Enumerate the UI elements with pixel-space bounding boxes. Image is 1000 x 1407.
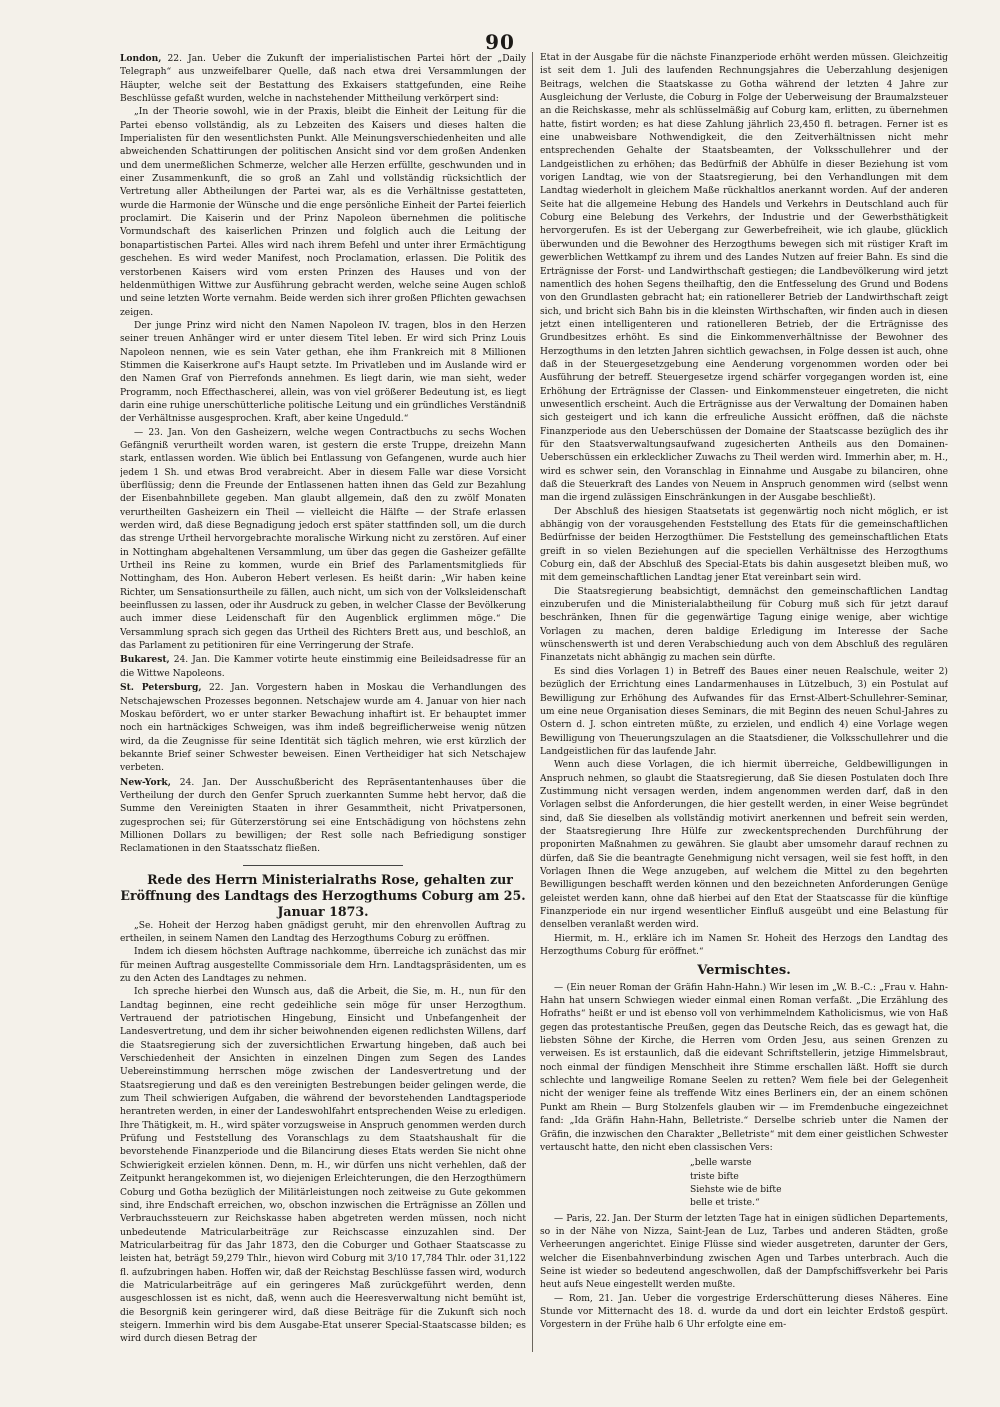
right-column: [540, 52, 948, 1392]
speech-paragraph-1: „Se. Hoheit der Herzog haben gnädigst geruht, mir den ehrenvollen Auftrag zu ertheilen, in seinem Namen den Landtag des Herzogthums Coburg zu eröffnen.: [120, 920, 526, 944]
verse-line: „belle warste: [690, 1158, 752, 1169]
verse-block: [690, 1157, 948, 1210]
speech-continued-4: Es sind dies Vorlagen 1) in Betreff des Baues einer neuen Realschule, weiter 2) bezüglich der Errichtung eines Landarmenhauses in Lützelbuch, 3) ein Postulat auf Bewilligung zur Erhöhung des Aufwandes für das Ernst-Albert-Schullehrer-Seminar, um eine neue Organisation dieses Seminars, die mit Beginn des neuen Schul-Jahres zu Ostern d. J. schon eintreten müßte, zu erzielen, und endlich 4) eine Vorlage wegen Bewilligung von Theuerungszulagen an die Staatsdiener, die Volksschullehrer und die Landgeistlichen für das laufende Jahr.: [540, 666, 948, 757]
speech-paragraph-2: Indem ich diesem höchsten Auftrage nachkomme, überreiche ich zunächst das mir für meinen Auftrag ausgestellte Commissoriale dem Hrn. Landtagspräsidenten, um es zu den Acten des Landtages zu nehmen.: [120, 947, 526, 984]
speech-continued-1: Etat in der Ausgabe für die nächste Finanzperiode erhöht werden müssen. Gleichzeitig ist seit dem 1. Juli des laufenden Rechnungsjahres die Ueberzahlung desjenigen Beitrags, welchen die Staatskasse zu Gotha während der letzten 4 Jahre zur Ausgleichung der Verluste, die Coburg in Folge der Ueberweisung der Braumalzsteuer an die Reichskasse, mehr als schlüsselmäßig auf Coburg kam, erlitten, zu übernehmen hatte, fistirt worden; es hat diese Zahlung jährlich 23,450 fl. betragen. Ferner ist es eine unabweisbare Nothwendigkeit, die den Zeitverhältnissen nicht mehr entsprechenden Gehalte der Staatsbeamten, der Volksschullehrer und der Landgeistlichen zu erhöhen; das Bedürfniß der Abhülfe in dieser Beziehung ist vom vorigen Landtag, wie von der Staatsregierung, bei den Verhandlungen mit dem Landtag wiederholt in gleichem Maße rückhaltlos anerkannt worden. Auf der anderen Seite hat die allgemeine Hebung des Handels und Verkehrs in Deutschland auch für Coburg eine Belebung des Verkehrs, der Industrie und der Gewerbsthätigkeit hervorgerufen. Es ist der Uebergang zur Gewerbefreiheit, wie ich glaube, glücklich überwunden und die Bewohner des Herzogthums bewegen sich mit rüstiger Kraft im gewerblichen Wettkampf zu ihrem und des Landes Nutzen auf freier Bahn. Es sind die Erträgnisse der Forst- und Landwirthschaft gestiegen; die Landbevölkerung wird jetzt namentlich des hohen Segens theilhaftig, den die Entfesselung des Grund und Bodens von den Grundlasten gebracht hat; ein rationellerer Betrieb der Landwirthschaft zeigt sich, und bricht sich Bahn bis in die kleinsten Wirthschaften, wir finden auch in diesen jetzt einen intelligenteren und rationelleren Betrieb, der die Erträgnisse des Grundbesitzes erhöht. Es sind die Einkommenverhältnisse der Bewohner des Herzogthums in den letzten Jahren sichtlich gewachsen, in Folge dessen ist auch, ohne daß in der Steuergesetzgebung eine Aenderung vorgenommen worden oder bei Ausführung der betreff. Steuergesetze irgend schärfer vorgegangen worden ist, eine Erhöhung der Erträgnisse der Classen- und Einkommensteuer eingetreten, die nicht unwesentlich erscheint. Auch die Erträgnisse aus der Verwaltung der Domainen haben sich gesteigert und ich kann die erfreuliche Aussicht eröffnen, daß die nächste Finanzperiode aus den Ueberschüssen der Domaine der Staatscasse bezüglich des ihr für den Staatsverwaltungsaufwand zugesicherten Antheils aus den Domainen-Ueberschüssen ein erklecklicher Zuwachs zu Theil werden wird. Immerhin aber, m. H., wird es schwer sein, den Voranschlag in Einnahme und Ausgabe zu bilanciren, ohne daß die Steuerkraft des Landes von Neuem in Anspruch genommen wird (selbst wenn man die irgend zulässigen Einschränkungen in der Ausgabe beschließt).: [540, 53, 948, 504]
speech-continued-5: Wenn auch diese Vorlagen, die ich hiermit überreiche, Geldbewilligungen in Anspruch nehmen, so glaubt die Staatsregierung, daß Sie diesen Postulaten doch Ihre Zustimmung nicht versagen werden, indem angenommen werden darf, daß in den Vorlagen selbst die Anforderungen, die hier gestellt werden, in einer Weise begründet sind, daß Sie dieselben als vollständig motivirt anerkennen und befreit sein werden, der Staatsregierung Ihre Hülfe zur zweckentsprechenden Durchführung der proponirten Maßnahmen zu gewähren. Sie glaubt aber umsomehr darauf rechnen zu dürfen, daß Sie die beantragte Genehmigung nicht versagen, weil sie fest hofft, in den Vorlagen Ihnen die Wege anzugeben, auf welchem die Mittel zu den begehrten Bewilligungen beschafft werden können und den bezeichneten Anforderungen Genüge geleistet werden kann, ohne daß hierbei auf den Etat der Staatscasse für die künftige Finanzperiode ein nur irgend wesentlicher Einfluß ausgeübt und eine Belastung für denselben veranlaßt werden wird.: [540, 760, 948, 931]
speech-headline: Rede des Herrn Ministerialraths Rose, gehalten zur Eröffnung des Landtags des Herzogthums Coburg am 25. Januar 1873.: [120, 871, 526, 919]
verse-line: belle et triste.“: [690, 1198, 760, 1209]
dateline-london: London,: [120, 53, 162, 64]
section-title-vermischtes: Vermischtes.: [697, 963, 791, 979]
london-intro: 22. Jan. Ueber die Zukunft der imperialistischen Partei hört der „Daily Telegraph“ aus unzweifelbarer Quelle, daß nach etwa drei Versammlungen der Häupter, welche seit der Bestattung des Exkaisers stattgefunden, eine Reihe Beschlüsse gefaßt wurden, welche in nachstehender Mittheilung verkörpert sind:: [120, 54, 526, 105]
dateline-petersburg: St. Petersburg,: [120, 682, 202, 694]
speech-continued-6: Hiermit, m. H., erkläre ich im Namen Sr. Hoheit des Herzogs den Landtag des Herzogthums Coburg für eröffnet.“: [540, 933, 948, 958]
speech-continued-2: Der Abschluß des hiesigen Staatsetats ist gegenwärtig noch nicht möglich, er ist abhängig von der vorausgehenden Feststellung des Etats für die gemeinschaftlichen Bedürfnisse der beiden Herzogthümer. Die Feststellung des gemeinschaftlichen Etats greift in so vielen Beziehungen auf die speciellen Verhältnisse des Herzogthums Coburg ein, daß der Abschluß des Special-Etats bis dahin ausgesetzt bleiben muß, wo mit dem gemeinschaftlichen Landtag jener Etat vereinbart sein wird.: [540, 506, 948, 584]
verse-line: Siehste wie de bifte: [690, 1184, 782, 1195]
newyork-text: 24. Jan. Der Ausschußbericht des Repräsentantenhauses über die Vertheilung der durch den Genfer Spruch zuerkannten Summe hebt hervor, daß die Summe den Vereinigten Staaten in ihrer Gesammtheit, nicht Privatpersonen, zugesprochen sei; für Güterzerstörung sei eine Entschädigung von höchstens zehn Millionen Dollars zu bewilligen; der Rest solle nach Befriedigung sonstiger Reclamationen in den Staatsschatz fließen.: [120, 777, 526, 855]
speech-paragraph-3: Ich spreche hierbei den Wunsch aus, daß die Arbeit, die Sie, m. H., nun für den Landtag beginnen, eine recht gedeihliche sein möge für unser Herzogthum. Vertrauend der patriotischen Hingebung, Einsicht und Unbefangenheit der Landesvertretung, und dem ihr sicher beiwohnenden eigenen redlichsten Willens, darf die Staatsregierung sich der zuversichtlichen Erwartung hingeben, daß auch bei Verschiedenheit der Ansichten in einzelnen Dingen zum Segen des Landes Uebereinstimmung herrschen möge zwischen der Landesvertretung und der Staatsregierung und daß es den vereinigten Bestrebungen beider gelingen werde, die zum Theil schwierigen Aufgaben, die während der bevorstehenden Landtagsperiode herantreten werden, in einer der Landeswohlfahrt entsprechenden Weise zu erledigen. Ihre Thätigkeit, m. H., wird später vorzugsweise in Anspruch genommen werden durch Prüfung und Feststellung des Voranschlags zu dem Staatshaushalt für die bevorstehende Finanzperiode und die Bilancirung dieses Etats werden Sie nicht ohne Schwierigkeit erzielen können. Denn, m. H., wir dürfen uns nicht verhehlen, daß der Zeitpunkt herangekommen ist, wo diejenigen Erleichterungen, die den Herzogthümern Coburg und Gotha bezüglich der Militärleistungen noch zeitweise zu Gute gekommen sind, ihre Endschaft erreichen, wo, obschon inzwischen die Erträgnisse an Zöllen und Verbrauchssteuern zur Reichskasse haben abgetreten werden müssen, noch nicht unbedeutende Matricularbeiträge zur Reichscasse einzuzahlen sind. Der Matricularbeitrag für das Jahr 1873, den die Coburger und Gothaer Staatscasse zu leisten hat, beträgt 59,279 Thlr., hievon wird Coburg mit 3/10 17,784 Thlr. oder 31,122 fl. aufzubringen haben. Hoffen wir, daß der Reichstag Beschlüsse fassen wird, wodurch die Matricularbeiträge auf ein geringeres Maß zurückgeführt werden, denn ausgeschlossen ist es nicht, daß, wenn auch die Heeresverwaltung nicht bemüht ist, die Besorgniß kein geringerer wird, daß diese Beiträge für die Zukunft sich noch steigern. Immerhin wird bis dem Ausgabe-Etat unserer Special-Staatscasse bilden; es wird durch diesen Betrag der: [120, 987, 526, 1345]
bukarest-text: 24. Jan. Die Kammer votirte heute einstimmig eine Beileidsadresse für an die Wittwe Napoleons.: [120, 655, 526, 679]
verse-line: triste bifte: [690, 1171, 739, 1182]
london-quote-2: Der junge Prinz wird nicht den Namen Napoleon IV. tragen, blos in den Herzen seiner treuen Anhänger wird er unter diesem Titel leben. Er wird sich Prinz Louis Napoleon nennen, wie es sein Vater gethan, ehe ihm Frankreich mit 8 Millionen Stimmen die Kaiserkrone auf's Haupt setzte. Im Privatleben und im Auslande wird er den Namen Graf von Pierrefonds annehmen. Es liegt darin, wie man sieht, weder Programm, noch Effecthascherei, allein, was von viel größerer Bedeutung ist, es liegt darin eine ruhige unerschütterliche politische Leitung und ein gründliches Verständniß der Verhältnisse ausgesprochen. Kraft, aber keine Ungeduld.“: [120, 320, 526, 425]
dateline-bukarest: Bukarest,: [120, 654, 170, 666]
article-petersburg: [120, 681, 526, 775]
article-paris: — Paris, 22. Jan. Der Sturm der letzten Tage hat in einigen südlichen Departements, so in der Nähe von Nizza, Saint-Jean de Luz, Tarbes und anderen Städten, große Verheerungen angerichtet. Einige Flüsse sind wieder ausgetreten, darunter der Gers, welcher die Eisenbahnverbindung zwischen Agen und Tarbes unterbrach. Auch die Seine ist wieder so bedeutend angeschwollen, daß der Dampfschiffsverkehr bei Paris heut aufs Neue eingestellt werden mußte.: [540, 1213, 948, 1291]
dateline-newyork: New-York,: [120, 776, 171, 788]
section-divider: [243, 865, 403, 866]
page-number: 90: [485, 30, 515, 54]
petersburg-text: 22. Jan. Vorgestern haben in Moskau die Verhandlungen des Netschajewschen Prozesses begonnen. Netschajew wurde am 4. Januar von hier nach Moskau befördert, wo er unter starker Bewachung inhaftirt ist. Er behauptet immer noch ein hartnäckiges Schweigen, was ihm indeß begreiflicherweise wenig nützen wird, da die Zeugnisse für seine Identität sich täglich mehren, wie erst kürzlich der bekannte Brief seiner Schwester beweisen. Einen Vertheidiger hat sich Netschajew verbeten.: [120, 683, 526, 774]
left-column: [120, 52, 526, 1392]
column-rule: [532, 52, 533, 1352]
article-hahn-hahn: — (Ein neuer Roman der Gräfin Hahn-Hahn.) Wir lesen im „W. B.-C.: „Frau v. Hahn-Hahn hat unsern Schwiegen wieder einmal einen Roman verfaßt. „Die Erzählung des Hofraths“ heißt er und ist ebenso voll von verhimmelndem Katholicismus, wie von Haß gegen das protestantische Preußen, gegen das Deutsche Reich, das es gewagt hat, die liebsten Söhne der Kirche, die Herren vom Orden Jesu, aus seinen Grenzen zu verweisen. Es ist erstaunlich, daß die eidevant Schriftstellerin, jetzige Himmelsbraut, noch einmal der fündigen Menschheit ihre Stimme erschallen läßt. Hofft sie durch schlechte und langweilige Romane Seelen zu retten? Wem fiele bei der Gelegenheit nicht der weniger feine als treffende Witz eines Berliners ein, der an einem schönen Punkt am Rhein — Burg Stolzenfels glauben wir — im Fremdenbuche eingezeichnet fand: „Ida Gräfin Hahn-Hahn, Belletriste.“ Derselbe schrieb unter die Namen der Gräfin, die inzwischen den Charakter „Belletriste“ mit dem einer geistlichen Schwester vertauscht hatte, den nicht eben classischen Vers:: [540, 982, 948, 1153]
article-newyork: [120, 776, 526, 857]
article-gasheizer: — 23. Jan. Von den Gasheizern, welche wegen Contractbuchs zu sechs Wochen Gefängniß verurtheilt worden waren, ist gestern die erste Truppe, dreizehn Mann stark, entlassen worden. Wie üblich bei Entlassung von Gefangenen, wurde auch hier jedem 1 Sh. und etwas Brod verabreicht. Aber in diesem Falle war diese Vorsicht überflüssig; denn die Freunde der Entlassenen hatten ihnen das Geld zur Bezahlung der Eisenbahnbillete gegeben. Man glaubt allgemein, daß den zu zwölf Monaten verurtheilten Gasheizern ein Theil — vielleicht die Hälfte — der Strafe erlassen werden wird, daß diese Begnadigung jedoch erst später stattfinden soll, um die durch das strenge Urtheil hervorgebrachte moralische Wirkung nicht zu zerstören. Auf einer in Nottingham abgehaltenen Versammlung, um über das gegen die Gasheizer gefällte Urtheil ins Reine zu kommen, wurde ein Brief des Parlamentsmitglieds für Nottingham, des Hon. Auberon Hebert verlesen. Es heißt darin: „Wir haben keine Richter, um Sensationsurtheile zu fällen, auch nicht, um sich von der Volksleidenschaft beeinflussen zu lassen, oder ihr Ausdruck zu geben, in welcher Classe der Bevölkerung auch immer diese Leidenschaft für den Augenblick erglimmen möge.“ Die Versammlung sprach sich gegen das Urtheil des Richters Brett aus, und beschloß, an das Parlament zu petitioniren für eine Verringerung der Strafe.: [120, 427, 526, 652]
london-quote: „In der Theorie sowohl, wie in der Praxis, bleibt die Einheit der Leitung für die Partei ebenso vollständig, als zu Lebzeiten des Kaisers und dieses halten die Imperialisten für den wesentlichsten Punkt. Alle Meinungsverschiedenheiten und alle abweichenden Schattirungen der politischen Ansicht sind vor dem großen Andenken und dem unermeßlichen Schmerze, welcher alle Herzen erfüllte, geschwunden und in einer Zusammenkunft, die so groß an Zahl und vollständig rücksichtlich der Vertretung aller Abtheilungen der Partei war, als es die Verhältnisse gestatteten, wurde die Harmonie der Wünsche und die enge persönliche Einheit der Partei feierlich proclamirt. Die Kaiserin und der Prinz Napoleon übernehmen die politische Vormundschaft des kaiserlichen Prinzen und folglich auch die Leitung der bonapartistischen Partei. Alles wird nach ihrem Befehl und unter ihrer Ermächtigung geschehen. Es wird weder Manifest, noch Proclamation, erlassen. Die Politik des verstorbenen Kaisers wird vom ersten Prinzen des Hauses und von der heldenmüthigen Wittwe zur Ausführung gebracht werden, welche seine Augen schloß und seine letzten Worte vernahm. Beide werden sich ihrer großen Pflichten gewachsen zeigen.: [120, 107, 526, 318]
article-bukarest: [120, 653, 526, 681]
speech-continued-3: Die Staatsregierung beabsichtigt, demnächst den gemeinschaftlichen Landtag einzuberufen und die Ministerialabtheilung für Coburg muß sich für jetzt darauf beschränken, Ihnen für die gegenwärtige Tagung einige wenige, aber wichtige Vorlagen zu machen, deren baldige Erledigung im Interesse der Sache wünschenswerth ist und deren Verabschiedung auch von dem Abschluß des regulären Finanzetats nicht abhängig zu machen sein dürfte.: [540, 586, 948, 664]
article-rom: — Rom, 21. Jan. Ueber die vorgestrige Erderschütterung dieses Näheres. Eine Stunde vor Mitternacht des 18. d. wurde da und dort ein leichter Erdstoß gespürt. Vorgestern in der Frühe halb 6 Uhr erfolgte eine em-: [540, 1293, 948, 1331]
article-london: [120, 52, 526, 106]
